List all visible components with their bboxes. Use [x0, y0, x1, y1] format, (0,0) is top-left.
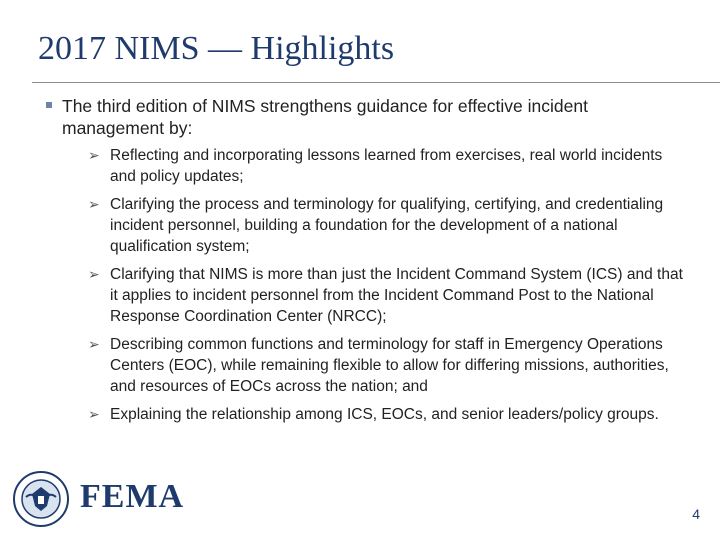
sub-bullet-text: Explaining the relationship among ICS, EOCs, and senior leaders/policy groups. — [110, 406, 659, 423]
arrow-bullet-icon: ➢ — [88, 266, 100, 282]
sub-bullet-text: Clarifying the process and terminology for qualifying, certifying, and credentialing incident personnel, building a foundation for the development of a national qualification system; — [110, 196, 664, 255]
arrow-bullet-icon: ➢ — [88, 147, 100, 163]
title-divider — [32, 82, 720, 83]
sub-bullet-item — [88, 194, 690, 257]
sub-bullet-text: Describing common functions and terminology for staff in Emergency Operations Centers (EOC), while remaining flexible to allow for differing missions, authorities, and resources of EOCs across the nation; and — [110, 336, 669, 395]
dhs-seal-icon — [12, 470, 70, 528]
main-bullet-text: The third edition of NIMS strengthens guidance for effective incident management by: — [62, 96, 588, 138]
sub-bullet-item — [88, 404, 690, 425]
slide-title: 2017 NIMS — Highlights — [38, 30, 395, 67]
main-bullet — [40, 95, 690, 425]
sub-bullet-item — [88, 145, 690, 187]
fema-logo — [12, 470, 192, 528]
slide-content — [40, 95, 690, 432]
fema-logo-text: FEMA — [80, 478, 185, 515]
sub-bullet-item — [88, 264, 690, 327]
square-bullet-icon — [46, 102, 52, 108]
sub-bullet-list — [62, 145, 690, 425]
page-number: 4 — [692, 506, 700, 522]
arrow-bullet-icon: ➢ — [88, 336, 100, 352]
arrow-bullet-icon: ➢ — [88, 196, 100, 212]
arrow-bullet-icon: ➢ — [88, 406, 100, 422]
sub-bullet-item — [88, 334, 690, 397]
sub-bullet-text: Reflecting and incorporating lessons learned from exercises, real world incidents and policy updates; — [110, 147, 663, 185]
sub-bullet-text: Clarifying that NIMS is more than just the Incident Command System (ICS) and that it applies to incident personnel from the Incident Command Post to the National Response Coordination Center (NRCC); — [110, 266, 683, 325]
